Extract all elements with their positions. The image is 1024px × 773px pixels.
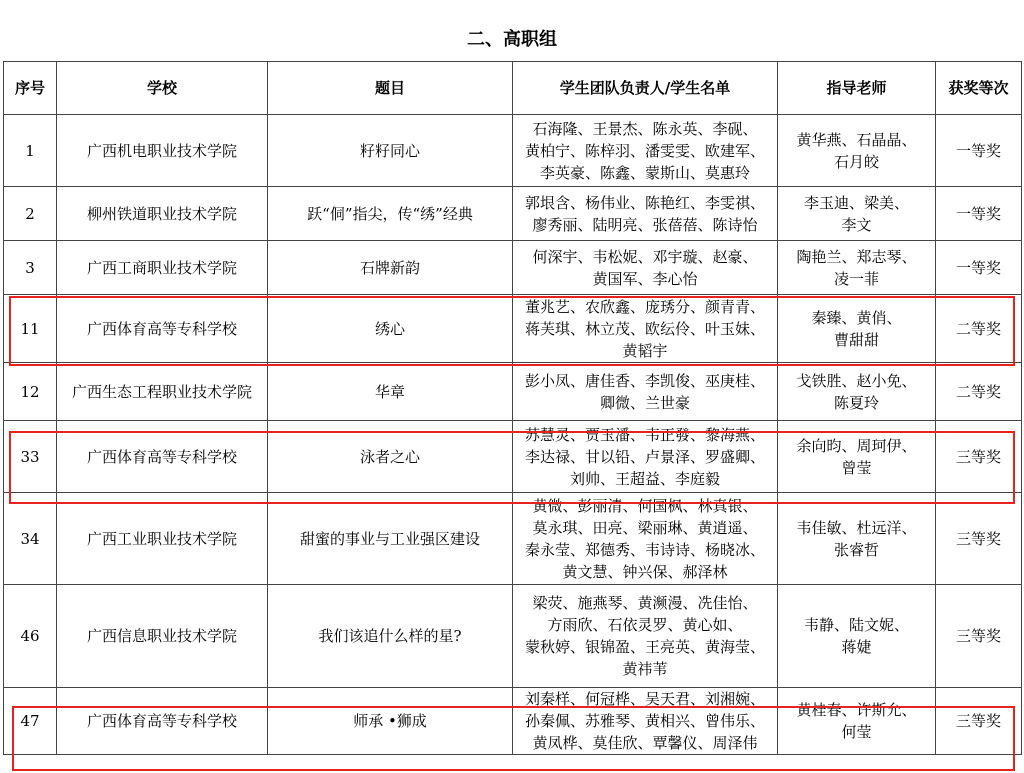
row-school: 广西工业职业技术学院 (57, 493, 268, 585)
row-teachers (778, 585, 936, 688)
row-index: 1 (4, 115, 57, 187)
student-line: 方雨欣、石依灵罗、黄心如、 (547, 616, 743, 634)
table-row (4, 493, 1022, 585)
teacher-line: 李文 (841, 215, 872, 234)
student-line: 孙秦佩、苏雅琴、黄相兴、曾伟乐、 (524, 712, 765, 730)
student-line: 董兆艺、农欣鑫、庞琇分、颜青青、 (524, 297, 765, 316)
student-line: 黄柏宁、陈梓羽、潘雯雯、欧建军、 (524, 141, 765, 160)
row-teachers (778, 295, 936, 363)
row-award: 三等奖 (936, 493, 1022, 585)
student-line: 石海隆、王景杰、陈永英、李砚、 (532, 119, 758, 138)
student-line: 苏慧灵、贾玉潘、韦正發、黎海燕、 (524, 425, 765, 444)
student-line: 黄微、彭丽清、何国枫、林真银、 (532, 496, 758, 515)
row-school: 广西体育高等专科学校 (57, 295, 268, 363)
teacher-line: 陈夏玲 (833, 393, 879, 412)
student-line: 黄祎苇 (622, 660, 668, 678)
row-topic: 泳者之心 (268, 421, 513, 493)
row-index: 46 (4, 585, 57, 688)
row-students (513, 421, 778, 493)
header-award: 获奖等次 (936, 62, 1022, 115)
table-row (4, 585, 1022, 688)
student-line: 何深宇、韦松妮、邓宇璇、赵豪、 (532, 247, 758, 266)
student-line: 黄凤桦、莫佳欣、覃馨仪、周泽伟 (532, 734, 758, 752)
row-award: 二等奖 (936, 363, 1022, 421)
row-school: 广西生态工程职业技术学院 (57, 363, 268, 421)
teacher-line: 黄桂春、许斯允、 (796, 701, 917, 719)
row-award: 一等奖 (936, 115, 1022, 187)
row-teachers (778, 187, 936, 241)
row-teachers (778, 241, 936, 295)
table-row (4, 363, 1022, 421)
student-line: 刘帅、王超益、李庭毅 (569, 469, 720, 488)
awards-table (3, 61, 1022, 755)
row-award: 三等奖 (936, 421, 1022, 493)
teacher-line: 曹甜甜 (833, 330, 879, 349)
student-line: 黄文慧、钟兴保、郝泽林 (562, 562, 728, 581)
table-row (4, 421, 1022, 493)
row-school: 广西体育高等专科学校 (57, 688, 268, 755)
row-index: 3 (4, 241, 57, 295)
row-teachers (778, 363, 936, 421)
row-students (513, 115, 778, 187)
row-students (513, 295, 778, 363)
row-topic: 绣心 (268, 295, 513, 363)
student-line: 蒙秋婷、银锦盈、王亮英、黄海莹、 (524, 638, 765, 656)
row-award: 三等奖 (936, 688, 1022, 755)
row-index: 33 (4, 421, 57, 493)
header-row (4, 62, 1022, 115)
teacher-line: 黄华燕、石晶晶、 (796, 130, 917, 149)
table-row (4, 295, 1022, 363)
row-teachers (778, 115, 936, 187)
row-award: 二等奖 (936, 295, 1022, 363)
teacher-line: 戈铁胜、赵小免、 (796, 371, 917, 390)
student-line: 李达禄、甘以铅、卢景泽、罗盛卿、 (524, 447, 765, 466)
row-topic: 我们该追什么样的星? (268, 585, 513, 688)
student-line: 卿微、兰世豪 (599, 393, 690, 412)
row-teachers (778, 493, 936, 585)
header-teachers: 指导老师 (778, 62, 936, 115)
row-school: 广西体育高等专科学校 (57, 421, 268, 493)
header-index: 序号 (4, 62, 57, 115)
student-line: 刘秦样、何冠桦、吴天君、刘湘婉、 (524, 690, 765, 708)
row-students (513, 187, 778, 241)
header-school: 学校 (57, 62, 268, 115)
header-topic: 题目 (268, 62, 513, 115)
row-index: 2 (4, 187, 57, 241)
student-line: 郭垠含、杨伟业、陈艳红、李雯祺、 (524, 193, 765, 212)
row-topic: 跃“侗”指尖，传“绣”经典 (268, 187, 513, 241)
row-topic: 籽籽同心 (268, 115, 513, 187)
row-topic: 华章 (268, 363, 513, 421)
header-students: 学生团队负责人/学生名单 (513, 62, 778, 115)
table-row (4, 115, 1022, 187)
row-school: 柳州铁道职业技术学院 (57, 187, 268, 241)
row-index: 34 (4, 493, 57, 585)
row-teachers (778, 688, 936, 755)
row-students (513, 688, 778, 755)
row-students (513, 241, 778, 295)
row-teachers (778, 421, 936, 493)
student-line: 莫永琪、田亮、梁丽琳、黄逍遥、 (532, 518, 758, 537)
row-school: 广西工商职业技术学院 (57, 241, 268, 295)
teacher-line: 李玉迪、梁美、 (803, 193, 909, 212)
row-award: 一等奖 (936, 241, 1022, 295)
row-index: 11 (4, 295, 57, 363)
row-school: 广西信息职业技术学院 (57, 585, 268, 688)
row-students (513, 363, 778, 421)
teacher-line: 凌一菲 (833, 269, 879, 288)
teacher-line: 张睿哲 (833, 540, 879, 559)
row-award: 一等奖 (936, 187, 1022, 241)
teacher-line: 何莹 (841, 723, 872, 741)
table-row (4, 187, 1022, 241)
student-line: 廖秀丽、陆明亮、张蓓蓓、陈诗怡 (532, 215, 758, 234)
section-title: 二、高职组 (467, 29, 557, 50)
row-award: 三等奖 (936, 585, 1022, 688)
row-school: 广西机电职业技术学院 (57, 115, 268, 187)
teacher-line: 余向昀、周珂伊、 (796, 436, 917, 455)
student-line: 蒋芙琪、林立茂、欧纭伶、叶玉妹、 (524, 319, 765, 338)
row-students (513, 585, 778, 688)
teacher-line: 陶艳兰、郑志琴、 (796, 247, 917, 266)
table-row (4, 241, 1022, 295)
student-line: 秦永莹、郑德秀、韦诗诗、杨晓冰、 (524, 540, 765, 559)
student-line: 李英豪、陈鑫、蒙斯山、莫惠玲 (539, 163, 750, 182)
row-index: 12 (4, 363, 57, 421)
row-index: 47 (4, 688, 57, 755)
teacher-line: 蒋婕 (841, 638, 872, 656)
row-topic: 甜蜜的事业与工业强区建设 (268, 493, 513, 585)
row-students (513, 493, 778, 585)
row-topic: 石牌新韵 (268, 241, 513, 295)
student-line: 彭小凤、唐佳香、李凯俊、巫庚桂、 (524, 371, 765, 390)
teacher-line: 曾莹 (841, 458, 872, 477)
student-line: 黄韬宇 (622, 341, 668, 360)
teacher-line: 韦静、陆文妮、 (803, 616, 909, 634)
teacher-line: 石月皎 (833, 152, 879, 171)
row-topic: 师承 •狮成 (268, 688, 513, 755)
teacher-line: 韦佳敏、杜远洋、 (796, 518, 917, 537)
student-line: 梁荧、施燕琴、黄濒漫、冼佳怡、 (532, 594, 758, 612)
teacher-line: 秦臻、黄俏、 (811, 308, 902, 327)
table-row (4, 688, 1022, 755)
student-line: 黄国军、李心怡 (592, 269, 698, 288)
